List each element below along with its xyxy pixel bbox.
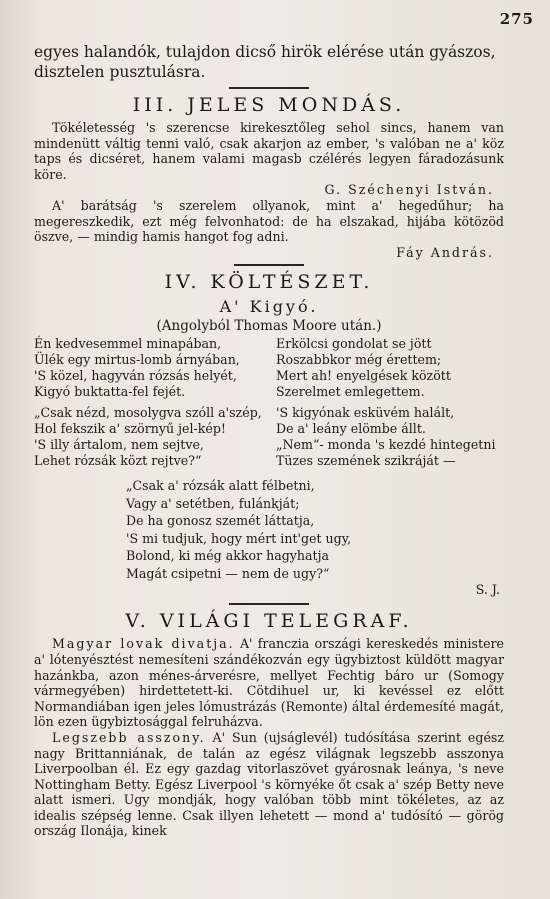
poem-line: Magát csipetni — nem de ugy?“: [126, 565, 330, 581]
section-title-jeles-mondas: III. JELES MONDÁS.: [132, 94, 406, 116]
poem-line: Erkölcsi gondolat se jött: [276, 336, 432, 352]
poem-line: 'S mi tudjuk, hogy mért int'get ugy,: [126, 530, 352, 546]
page-content: [34, 42, 504, 839]
poem-line: De ha gonosz szemét láttatja,: [126, 513, 315, 529]
poem-final-stanza: [126, 477, 504, 582]
poem-line: Szerelmet emlegettem.: [276, 384, 425, 400]
poem-line: Lehet rózsák közt rejtve?“: [34, 453, 202, 469]
paragraph-legszebb-asszony: Legszebb asszony. A' Sun (ujságlevél) tudósítása szerint egész nagy Brittanniának, de talán az egész világnak legszebb asszonya Liverpoolban él. Ez egy gazdag vitorlaszövet gyárosnak leánya, 's neve Nottingham Betty. Egész Liverpool 's környéke őt csak a' szép Betty neve alatt ismeri. Ugy mondják, hogy valóban több mint tökéletes, az az idealis szépség lenne. Csak illyen lehetett — mond a' tudósító — görög ország Ilonája, kinek: [34, 729, 505, 839]
poem-line: De a' leány elömbe állt.: [276, 421, 426, 437]
poem-line: „Csak a' rózsák alatt félbetni,: [126, 478, 315, 494]
paragraph-lead: Magyar lovak divatja.: [52, 636, 235, 652]
paragraph-lead: Legszebb asszony.: [52, 729, 206, 745]
intro-line: egyes halandók, tulajdon dicső hirök elérése után gyászos,: [34, 43, 496, 61]
paragraph-szechenyi: Tökéletesség 's szerencse kirekesztőleg sehol sincs, hanem van mindenütt váltig tenni való, csak akarjon az ember, 's valóban ne a' köz taps és dicséret, hanem valami magasb czélérés legyen fáradozásunk köre.: [34, 120, 504, 182]
poem-line: 'S kigyónak esküvém halált,: [276, 405, 455, 421]
poem-line: Roszabbkor még érettem;: [276, 352, 442, 368]
poem-line: Mert ah! enyelgések között: [276, 368, 451, 384]
poem-line: Hol fekszik a' szörnyű jel-kép!: [34, 421, 226, 437]
poem-line: Bolond, ki még akkor hagyhatja: [126, 548, 330, 564]
poem-columns: [34, 336, 504, 469]
poem-line: Tüzes szemének szikráját —: [276, 453, 456, 469]
poem-line: 'S közel, hagyván rózsás helyét,: [34, 368, 237, 384]
poem-right-column: [276, 336, 504, 469]
poem-line: 'S illy ártalom, nem sejtve,: [34, 437, 204, 453]
intro-line: disztelen pusztulásra.: [34, 63, 206, 81]
poem-signature: S. J.: [475, 582, 500, 598]
signature-fay: Fáy András.: [396, 244, 494, 260]
section-title-kolteszet: IV. KÖLTÉSZET.: [164, 271, 374, 294]
poem-line: Én kedvesemmel minapában,: [34, 336, 222, 352]
poem-line: „Csak nézd, mosolygva szóll a'szép,: [34, 405, 262, 421]
section-divider: [229, 87, 309, 89]
poem-line: Kigyó buktatta-fel fejét.: [34, 384, 186, 400]
section-title-vilagi-telegraf: V. VILÁGI TELEGRAF.: [125, 610, 413, 633]
poem-line: Ülék egy mirtus-lomb árnyában,: [34, 352, 240, 368]
poem-left-column: [34, 336, 262, 469]
signature-szechenyi: G. Széchenyi István.: [324, 182, 494, 198]
paragraph-magyar-lovak: Magyar lovak divatja. A' franczia országi kereskedés ministere a' lótenyésztést nemesíteni szándékozván egy ügybiztost küldött magyar hazánkba, azon ménes-árverésre, mellyet Fechtig báro ur (Somogy vármegyében) hirdettetett-ki. Cötdihuel ur, ki kevéssel ez előtt Normandiában igen jeles lómustrázás (Remonte) által érdemesíté magát, lön ezen ügybiztosággal felruházva.: [34, 636, 504, 730]
paragraph-fay: A' barátság 's szerelem ollyanok, mint a' hegedűhur; ha megereszkedik, ezt még felvonhatod: de ha elszakad, hijába kötözöd öszve, — mindig hamis hangot fog adni.: [34, 197, 504, 245]
section-divider: [234, 264, 304, 266]
intro-text: [34, 42, 504, 82]
section-divider: [229, 603, 309, 605]
page-number: 275: [499, 10, 534, 28]
poem-line: Vagy a' setétben, fulánkját;: [126, 495, 300, 511]
poem-title: A' Kigyó.: [219, 297, 319, 317]
poem-source-note: (Angolyból Thomas Moore után.): [156, 318, 382, 335]
poem-line: „Nem“- monda 's kezdé hintegetni: [276, 437, 496, 453]
